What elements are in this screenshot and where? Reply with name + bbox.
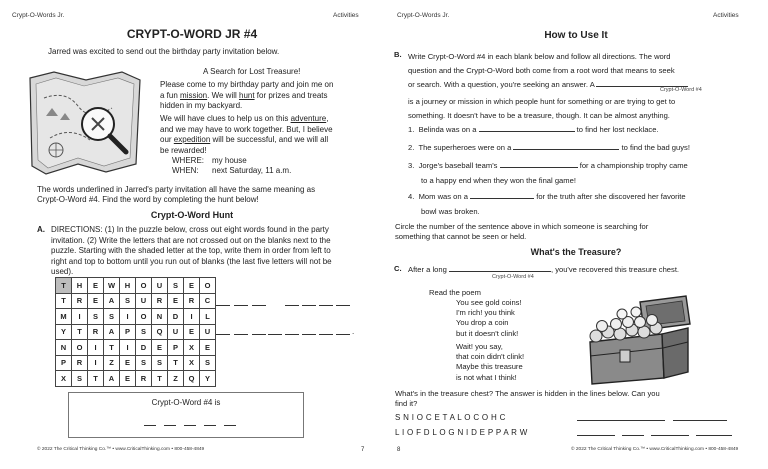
grid-cell[interactable]: T	[56, 278, 72, 294]
grid-cell[interactable]: E	[200, 340, 216, 356]
footer: © 2022 The Critical Thinking Co.™ • www.CriticalThinking.com • 800-458-4849	[37, 447, 205, 452]
treasure-chest-illustration	[582, 294, 700, 386]
final-answer-blank[interactable]	[224, 418, 236, 426]
grid-cell[interactable]: E	[168, 293, 184, 309]
answer-blank[interactable]	[336, 327, 350, 335]
grid-cell[interactable]: T	[152, 371, 168, 387]
item-2: 2. The superheroes were on a to find the bad guys!	[408, 143, 690, 152]
grid-cell[interactable]: S	[152, 355, 168, 371]
item-3-blank[interactable]	[500, 160, 578, 168]
grid-cell[interactable]: O	[72, 340, 88, 356]
grid-cell[interactable]: X	[184, 340, 200, 356]
grid-cell[interactable]: C	[200, 293, 216, 309]
section-c-text: After a long , you've recovered this treasure chest.	[408, 265, 680, 274]
section-label: Activities	[713, 12, 739, 19]
final-answer-blank[interactable]	[164, 418, 176, 426]
grid-cell[interactable]: N	[56, 340, 72, 356]
final-answer-blank[interactable]	[184, 418, 196, 426]
grid-cell[interactable]: H	[72, 278, 88, 294]
directions-marker: A.	[37, 225, 45, 234]
underlined-adventure: adventure	[290, 114, 327, 123]
blank-caption: Crypt-O-Word #4	[660, 87, 702, 93]
grid-cell[interactable]: L	[200, 309, 216, 325]
grid-cell[interactable]: R	[136, 371, 152, 387]
answer-blank[interactable]	[268, 327, 282, 335]
grid-cell[interactable]: Q	[152, 324, 168, 340]
grid-cell[interactable]: N	[152, 309, 168, 325]
grid-cell[interactable]: U	[136, 293, 152, 309]
poem-intro: Read the poem	[429, 288, 481, 297]
answer-blank[interactable]	[216, 298, 230, 306]
grid-cell[interactable]: R	[72, 355, 88, 371]
where-label: WHERE:	[172, 156, 204, 165]
footer: © 2022 The Critical Thinking Co.™ • www.CriticalThinking.com • 800-458-4849	[571, 447, 739, 452]
grid-cell[interactable]: O	[200, 278, 216, 294]
grid-cell[interactable]: I	[72, 309, 88, 325]
answer-blank[interactable]	[252, 298, 266, 306]
grid-cell[interactable]: S	[120, 293, 136, 309]
section-b-text-2: is a journey or mission in which people hunt for something or are trying to get to something. It doesn't have to be a treasure, though. It can be almost anything.	[408, 97, 676, 120]
grid-cell[interactable]: Z	[168, 371, 184, 387]
where-value: my house	[212, 156, 247, 165]
word-search-grid	[55, 277, 216, 387]
answer-blank[interactable]	[285, 298, 299, 306]
right-page	[384, 0, 768, 469]
grid-cell[interactable]: A	[104, 371, 120, 387]
grid-cell[interactable]: P	[120, 324, 136, 340]
page-title: How to Use It	[544, 30, 608, 41]
answer-blank[interactable]	[577, 428, 615, 436]
directions-text: DIRECTIONS: (1) In the puzzle below, cross out eight words found in the party invitation. (2) Write the letters that are not crossed out on the blanks next to the puzzle. Starting with the shaded letter at the top, write them in order from left to right and top to bottom until you run out of blanks (the last five letters will not be used).	[51, 225, 332, 276]
intro-text: Jarred was excited to send out the birthday party invitation below.	[48, 47, 280, 56]
answer-blank[interactable]	[319, 298, 333, 306]
grid-cell[interactable]: S	[136, 355, 152, 371]
grid-cell[interactable]: E	[120, 371, 136, 387]
underlined-expedition: expedition	[173, 135, 211, 144]
invitation-paragraph-2: We will have clues to help us on this adventure, and we may have to work together. But, I believe our expedition will be successful, and we will all be rewarded!	[160, 114, 333, 155]
answer-blank[interactable]	[302, 298, 316, 306]
grid-cell[interactable]: H	[120, 278, 136, 294]
grid-cell[interactable]: D	[136, 340, 152, 356]
answer-box-label: Crypt-O-Word #4 is	[151, 398, 221, 407]
item-4: 4. Mom was on a for the truth after she discovered her favorite bowl was broken.	[408, 192, 686, 216]
grid-cell[interactable]: I	[88, 355, 104, 371]
grid-cell[interactable]: E	[184, 278, 200, 294]
word-blank-c[interactable]	[449, 264, 551, 272]
grid-cell[interactable]: E	[88, 278, 104, 294]
poem-stanza-2: Wait! you say, that coin didn't clink! Maybe this treasure is not what I think!	[456, 342, 525, 382]
page-title: CRYPT-O-WORD JR #4	[126, 27, 258, 41]
grid-cell[interactable]: I	[184, 309, 200, 325]
series-title: Crypt-O-Words Jr.	[12, 12, 65, 19]
grid-cell[interactable]: E	[184, 324, 200, 340]
final-answer-blank[interactable]	[204, 418, 216, 426]
grid-cell[interactable]: X	[184, 355, 200, 371]
grid-cell[interactable]: S	[168, 278, 184, 294]
grid-cell[interactable]: T	[168, 355, 184, 371]
grid-row	[56, 371, 216, 387]
item-1-blank[interactable]	[479, 124, 575, 132]
answer-blank[interactable]	[319, 327, 333, 335]
when-value: next Saturday, 11 a.m.	[212, 166, 292, 175]
circle-instruction: Circle the number of the sentence above in which someone is searching for something that cannot be seen or held.	[395, 222, 649, 242]
section-b-text: Write Crypt-O-Word #4 in each blank below and follow all directions. The word question and the Crypt-O-Word both come from a root word that means to seek or search. With a question, you're seeking an answer. A	[408, 50, 763, 92]
answer-blank[interactable]	[336, 298, 350, 306]
answer-blank[interactable]	[696, 428, 732, 436]
hunt-title: Crypt-O-Word Hunt	[150, 210, 234, 220]
item-2-blank[interactable]	[513, 142, 619, 150]
grid-cell[interactable]: Y	[56, 324, 72, 340]
sentence-period: .	[352, 327, 355, 336]
grid-cell[interactable]: R	[88, 324, 104, 340]
grid-cell[interactable]: I	[120, 309, 136, 325]
page-number: 8	[397, 447, 401, 453]
grid-cell[interactable]: T	[104, 340, 120, 356]
code-line-2: L I O F D L O G N I D E P P A R W	[395, 428, 528, 437]
item-4-blank[interactable]	[470, 191, 534, 199]
grid-cell[interactable]: R	[152, 293, 168, 309]
invitation-heading: A Search for Lost Treasure!	[203, 67, 301, 76]
answer-blank[interactable]	[234, 298, 248, 306]
grid-cell[interactable]: T	[72, 324, 88, 340]
instructions-line-1: The words underlined in Jarred's party invitation all have the same meaning as	[37, 185, 316, 194]
poem-stanza-1: You see gold coins! I'm rich! you think You drop a coin but it doesn't clink!	[456, 298, 522, 338]
section-c-marker: C.	[394, 264, 402, 273]
grid-cell[interactable]: M	[56, 309, 72, 325]
grid-row	[56, 324, 216, 340]
word-blank[interactable]	[596, 79, 688, 87]
grid-cell[interactable]: T	[56, 293, 72, 309]
grid-cell[interactable]: A	[104, 324, 120, 340]
grid-row	[56, 293, 216, 309]
grid-cell[interactable]: P	[168, 340, 184, 356]
section-b-marker: B.	[394, 50, 402, 59]
grid-cell[interactable]: T	[88, 371, 104, 387]
grid-cell[interactable]: S	[72, 371, 88, 387]
grid-cell[interactable]: S	[136, 324, 152, 340]
underlined-hunt: hunt	[239, 90, 255, 100]
grid-cell[interactable]: E	[120, 355, 136, 371]
grid-cell[interactable]: Z	[104, 355, 120, 371]
answer-blank[interactable]	[285, 327, 299, 335]
grid-cell[interactable]: E	[152, 340, 168, 356]
code-line-1: S N I O C E T A L O C O H C	[395, 413, 506, 422]
grid-cell[interactable]: S	[200, 355, 216, 371]
item-1: 1. Belinda was on a to find her lost necklace.	[408, 125, 659, 134]
blank-caption-c: Crypt-O-Word #4	[492, 274, 534, 280]
grid-row	[56, 340, 216, 356]
grid-cell[interactable]: O	[136, 309, 152, 325]
grid-cell[interactable]: Q	[184, 371, 200, 387]
grid-cell[interactable]: P	[56, 355, 72, 371]
answer-blank[interactable]	[216, 327, 230, 335]
grid-cell[interactable]: R	[72, 293, 88, 309]
question-text: What's in the treasure chest? The answer is hidden in the lines below. Can you find it?	[395, 389, 660, 409]
grid-cell[interactable]: I	[120, 340, 136, 356]
invitation-paragraph-1: Please come to my birthday party and join me on a fun mission. We will hunt for prizes and treats hidden in my backyard.	[160, 80, 334, 110]
grid-row	[56, 355, 216, 371]
series-title: Crypt-O-Words Jr.	[397, 12, 450, 19]
grid-cell[interactable]: U	[152, 278, 168, 294]
treasure-title: What's the Treasure?	[530, 247, 622, 257]
grid-cell[interactable]: R	[184, 293, 200, 309]
grid-row	[56, 309, 216, 325]
answer-blank[interactable]	[252, 327, 266, 335]
underlined-mission: mission	[180, 90, 208, 100]
when-label: WHEN:	[172, 166, 199, 175]
grid-cell[interactable]: S	[88, 309, 104, 325]
grid-cell[interactable]: A	[104, 293, 120, 309]
answer-blank[interactable]	[673, 413, 727, 421]
instructions-line-2: Crypt-O-Word #4. Find the word by completing the hunt below!	[37, 195, 259, 204]
answer-blank[interactable]	[577, 413, 665, 421]
grid-cell[interactable]: U	[168, 324, 184, 340]
grid-cell[interactable]: I	[88, 340, 104, 356]
grid-cell[interactable]: S	[104, 309, 120, 325]
grid-cell[interactable]: D	[168, 309, 184, 325]
answer-blank[interactable]	[302, 327, 316, 335]
grid-cell[interactable]: E	[88, 293, 104, 309]
treasure-map-illustration	[26, 68, 144, 178]
grid-cell[interactable]: W	[104, 278, 120, 294]
grid-cell[interactable]: U	[200, 324, 216, 340]
answer-blank[interactable]	[622, 428, 644, 436]
final-answer-blank[interactable]	[144, 418, 156, 426]
answer-blank[interactable]	[234, 327, 248, 335]
grid-cell[interactable]: X	[56, 371, 72, 387]
grid-cell[interactable]: O	[136, 278, 152, 294]
grid-row	[56, 278, 216, 294]
answer-blank[interactable]	[651, 428, 689, 436]
section-label: Activities	[333, 12, 359, 19]
item-3: 3. Jorge's baseball team's for a championship trophy came to a happy end when they won the final game!	[408, 161, 688, 185]
grid-cell[interactable]: Y	[200, 371, 216, 387]
page-number: 7	[361, 447, 365, 453]
